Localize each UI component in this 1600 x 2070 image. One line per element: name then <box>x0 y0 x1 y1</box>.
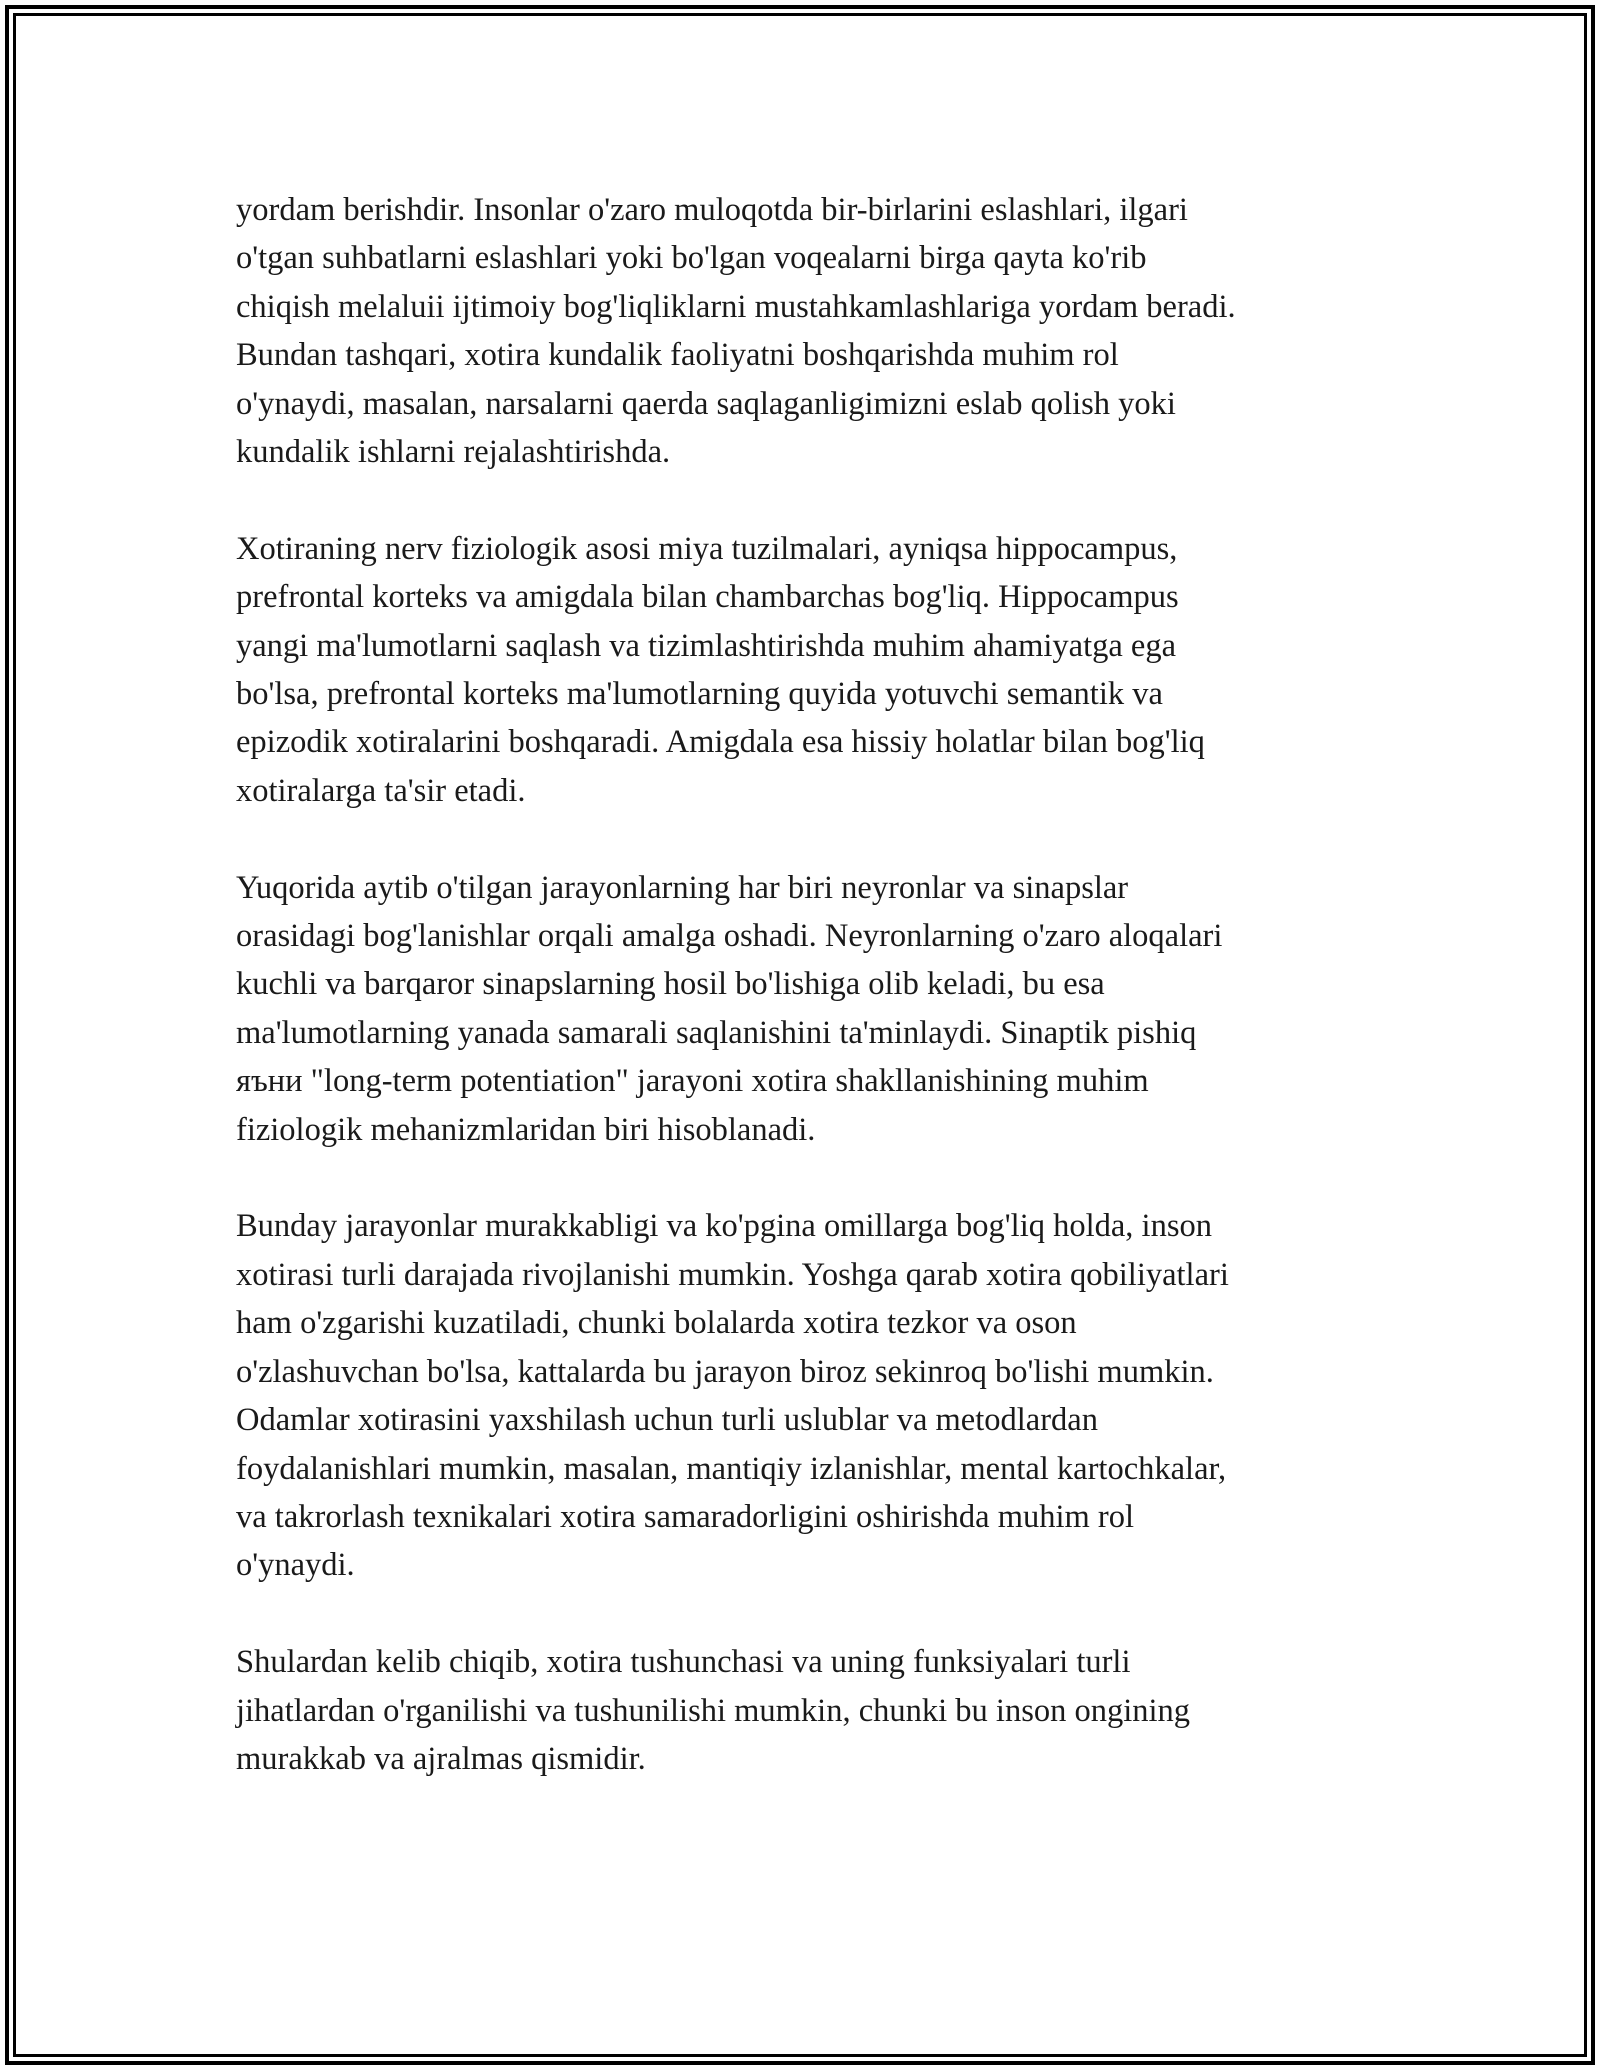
text-line: яъни "long-term potentiation" jarayoni xotira shakllanishining muhim <box>236 1063 1149 1100</box>
text-line: xotiralarga ta'sir etadi. <box>236 772 526 809</box>
text-line: yangi ma'lumotlarni saqlash va tizimlashtirishda muhim ahamiyatga ega <box>236 627 1176 664</box>
document-body <box>236 186 1386 1783</box>
text-line: chiqish melaluii ijtimoiy bog'liqliklarni mustahkamlashlariga yordam beradi. <box>236 288 1236 325</box>
text-line: kuchli va barqaror sinapslarning hosil bo'lishiga olib keladi, bu esa <box>236 966 1105 1003</box>
text-line: Yuqorida aytib o'tilgan jarayonlarning har biri neyronlar va sinapslar <box>236 869 1129 906</box>
text-line: foydalanishlari mumkin, masalan, mantiqiy izlanishlar, mental kartochkalar, <box>236 1450 1227 1487</box>
paragraph <box>236 525 1386 815</box>
text-line: ma'lumotlarning yanada samarali saqlanishini ta'minlaydi. Sinaptik pishiq <box>236 1014 1197 1051</box>
paragraph <box>236 864 1386 1154</box>
paragraph <box>236 186 1386 476</box>
text-line: xotirasi turli darajada rivojlanishi mumkin. Yoshga qarab xotira qobiliyatlari <box>236 1256 1229 1293</box>
text-line: o'ynaydi, masalan, narsalarni qaerda saqlaganligimizni eslab qolish yoki <box>236 385 1176 422</box>
text-line: Bundan tashqari, xotira kundalik faoliyatni boshqarishda muhim rol <box>236 337 1119 374</box>
text-line: ham o'zgarishi kuzatiladi, chunki bolalarda xotira tezkor va oson <box>236 1305 1077 1342</box>
text-line: prefrontal korteks va amigdala bilan chambarchas bog'liq. Hippocampus <box>236 579 1179 616</box>
paragraph <box>236 1202 1386 1589</box>
text-line: Xotiraning nerv fiziologik asosi miya tuzilmalari, ayniqsa hippocampus, <box>236 530 1178 567</box>
text-line: orasidagi bog'lanishlar orqali amalga oshadi. Neyronlarning o'zaro aloqalari <box>236 918 1223 955</box>
text-line: fiziologik mehanizmlaridan biri hisoblanadi. <box>236 1111 816 1148</box>
text-line: kundalik ishlarni rejalashtirishda. <box>236 434 671 471</box>
text-line: Bunday jarayonlar murakkabligi va ko'pgina omillarga bog'liq holda, inson <box>236 1208 1212 1245</box>
text-line: Shulardan kelib chiqib, xotira tushunchasi va uning funksiyalari turli <box>236 1644 1131 1681</box>
text-line: epizodik xotiralarini boshqaradi. Amigdala esa hissiy holatlar bilan bog'liq <box>236 724 1205 761</box>
text-line: va takrorlash texnikalari xotira samaradorligini oshirishda muhim rol <box>236 1498 1135 1535</box>
text-line: o'zlashuvchan bo'lsa, kattalarda bu jarayon biroz sekinroq bo'lishi mumkin. <box>236 1353 1214 1390</box>
text-line: bo'lsa, prefrontal korteks ma'lumotlarning quyida yotuvchi semantik va <box>236 676 1163 713</box>
text-line: o'tgan suhbatlarni eslashlari yoki bo'lgan voqealarni birga qayta ko'rib <box>236 240 1147 277</box>
text-line: jihatlardan o'rganilishi va tushunilishi mumkin, chunki bu inson ongining <box>236 1692 1191 1729</box>
text-line: Odamlar xotirasini yaxshilash uchun turli uslublar va metodlardan <box>236 1402 1098 1439</box>
paragraph <box>236 1638 1386 1783</box>
text-line: yordam berishdir. Insonlar o'zaro muloqotda bir-birlarini eslashlari, ilgari <box>236 192 1188 228</box>
text-line: murakkab va ajralmas qismidir. <box>236 1740 646 1777</box>
text-line: o'ynaydi. <box>236 1547 355 1584</box>
